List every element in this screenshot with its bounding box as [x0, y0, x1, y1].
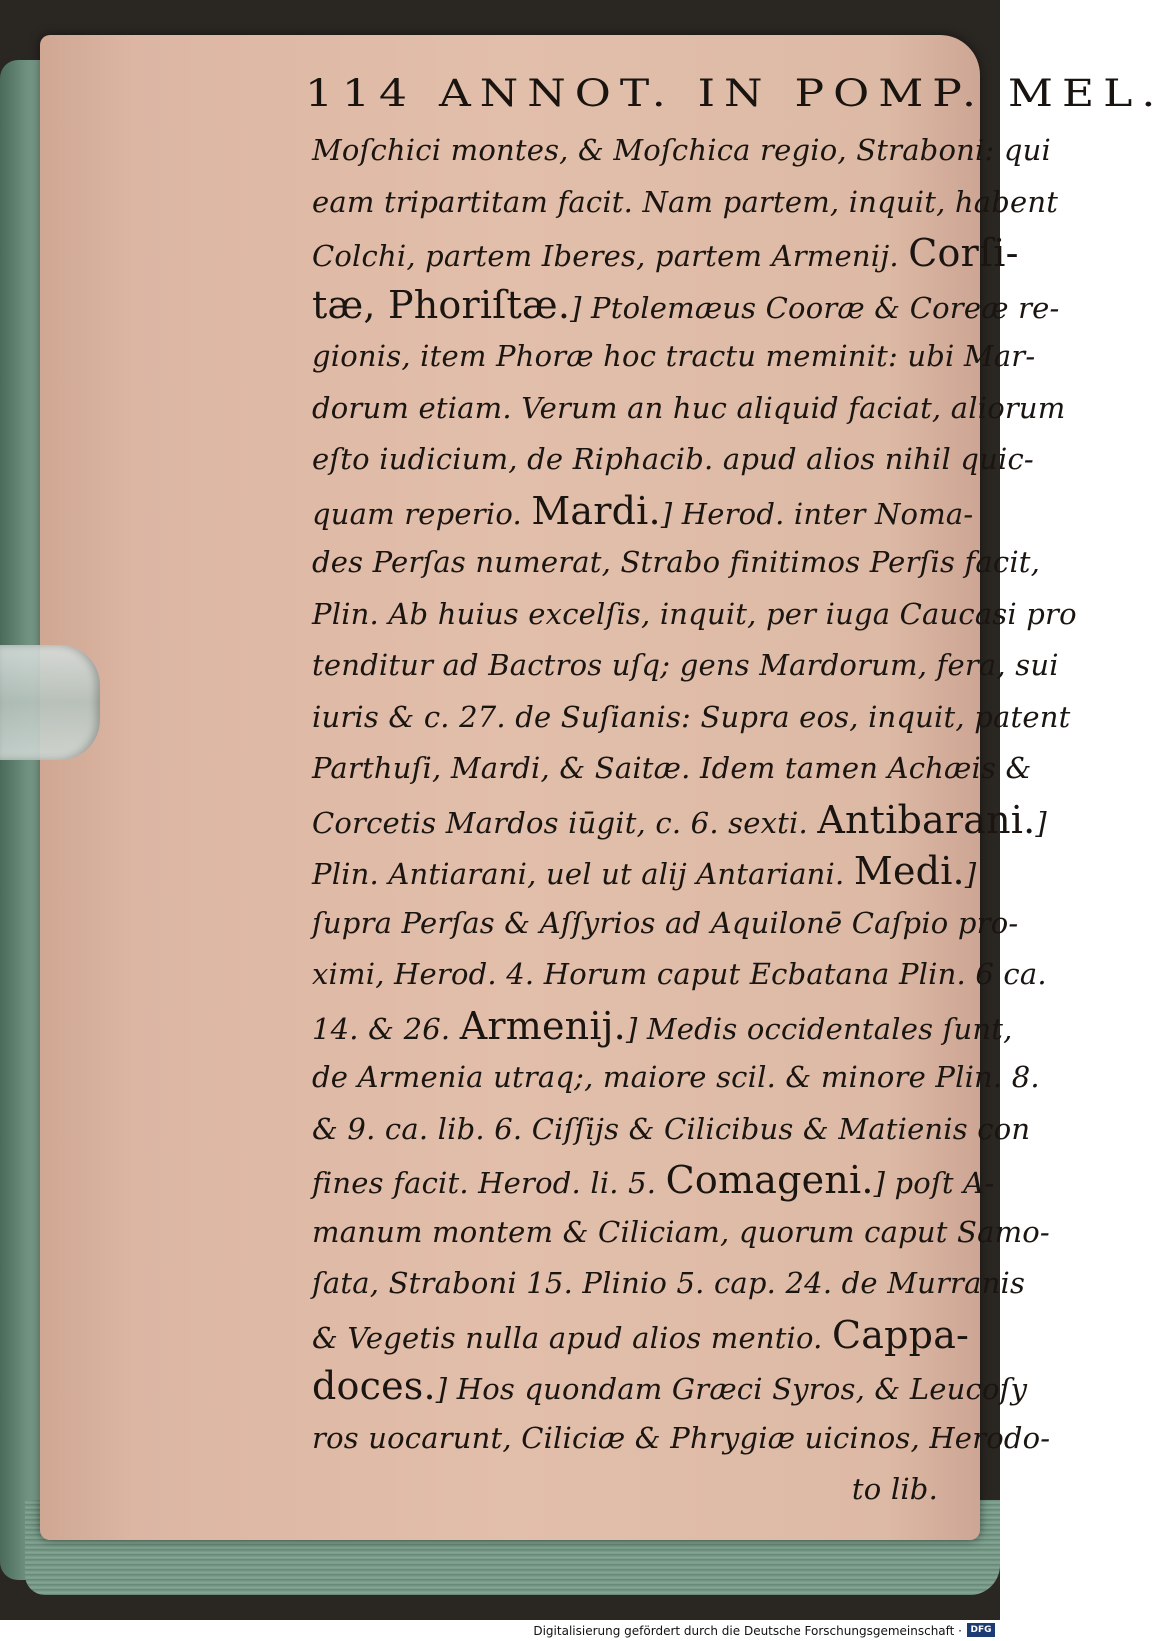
text-line-pre: manum montem & Ciliciam, quorum caput Samo-: [312, 1214, 1050, 1249]
text-line-pre: gionis, item Phoræ hoc tractu meminit: ubi Mar-: [312, 339, 1036, 373]
footer-credit: Digitalisierung gefördert durch die Deutsche Forschungsgemeinschaft ·: [533, 1624, 962, 1638]
text-line-3: [312, 228, 1019, 280]
text-line-post: ] Ptolemæus Cooræ & Coreæ re-: [570, 290, 1060, 325]
text-line-pre: Moſchici montes, & Moſchica regio, Straboni: qui: [312, 133, 1051, 167]
text-line-17: [312, 949, 1047, 1001]
text-line-pre: de Armenia utraq;, maiore scil. & minore Plin. 8.: [312, 1060, 1040, 1094]
text-line-14: [312, 795, 1047, 847]
text-line-pre: Parthuſi, Mardi, & Saitæ. Idem tamen Achæis &: [312, 751, 1032, 785]
text-line-6: [312, 383, 1066, 435]
text-line-lemma: Corſi-: [908, 231, 1019, 275]
page-text: [312, 125, 1077, 1516]
text-line-5: [312, 331, 1036, 383]
text-line-8: [312, 486, 974, 538]
text-line-11: [312, 640, 1059, 692]
text-line-26: [312, 1413, 1051, 1465]
clip-tab: [0, 645, 100, 760]
text-line-19: [312, 1052, 1040, 1104]
text-line-21: [312, 1155, 995, 1207]
text-line-15: [312, 846, 977, 898]
text-line-pre: tenditur ad Bactros uſq; gens Mardorum, fera, sui: [312, 648, 1059, 682]
text-line-pre: to lib.: [851, 1472, 938, 1506]
text-line-pre: Corcetis Mardos iūgit, c. 6. sexti.: [312, 805, 808, 840]
text-line-pre: eam tripartitam facit. Nam partem, inquit, habent: [312, 184, 1059, 219]
text-line-pre: ros uocarunt, Ciliciæ & Phrygiæ uicinos, Herodo-: [312, 1420, 1051, 1455]
text-line-pre: & 9. ca. lib. 6. Ciſſijs & Cilicibus & Matienis con: [312, 1111, 1031, 1146]
text-line-12: [312, 692, 1071, 744]
text-line-pre: ximi, Herod. 4. Horum caput Ecbatana Plin. 6 ca.: [312, 957, 1047, 991]
text-line-pre: ſata, Straboni 15. Plinio 5. cap. 24. de Murranis: [312, 1266, 1026, 1300]
text-line-pre: eſto iudicium, de Riphacib. apud alios nihil quic-: [312, 442, 1034, 476]
text-line-22: [312, 1207, 1050, 1259]
text-line-7: [312, 434, 1034, 486]
text-line-13: [312, 743, 1032, 795]
text-line-24: [312, 1310, 970, 1362]
page-header: 114 ANNOT. IN POMP. MEL.: [305, 72, 1164, 116]
text-line-pre: Colchi, partem Iberes, partem Armenij.: [312, 239, 899, 273]
text-line-25: [312, 1361, 1028, 1413]
text-line-16: [312, 898, 1019, 950]
text-line-18: [312, 1001, 1013, 1053]
text-line-4: [312, 280, 1060, 332]
text-line-post: ] Medis occidentales ſunt,: [625, 1011, 1013, 1046]
text-line-lemma: Cappa-: [832, 1312, 970, 1357]
text-line-2: [312, 177, 1059, 229]
text-line-27: [312, 1464, 952, 1516]
text-line-pre: & Vegetis nulla apud alios mentio.: [312, 1320, 823, 1355]
text-line-post: ] Hos quondam Græci Syros, & Leucoſy: [435, 1372, 1028, 1406]
text-line-lemma: Comageni.: [665, 1158, 874, 1202]
text-line-lemma: Antibarani.: [817, 797, 1036, 842]
text-line-20: [312, 1104, 1031, 1156]
text-line-pre: fines facit. Herod. li. 5.: [312, 1166, 657, 1200]
text-line-pre: 14. & 26.: [312, 1011, 451, 1046]
text-line-pre: dorum etiam. Verum an huc aliquid faciat, aliorum: [312, 390, 1066, 425]
text-line-23: [312, 1258, 1026, 1310]
dfg-logo-icon: DFG: [967, 1623, 995, 1637]
text-line-lemma: doces.: [312, 1364, 436, 1408]
text-line-post: ]: [1035, 805, 1047, 840]
text-line-lemma: Armenij.: [459, 1003, 626, 1048]
text-line-post: ] poſt A-: [873, 1166, 995, 1200]
text-line-10: [312, 589, 1077, 641]
text-line-pre: quam reperio.: [312, 496, 522, 531]
text-line-pre: Plin. Antiarani, uel ut alij Antariani.: [312, 857, 845, 891]
text-line-pre: des Perſas numerat, Strabo finitimos Perſis facit,: [312, 545, 1041, 579]
text-line-pre: Plin. Ab huius excelſis, inquit, per iuga Caucasi pro: [312, 596, 1077, 631]
text-line-post: ] Herod. inter Noma-: [660, 496, 974, 531]
text-line-pre: ſupra Perſas & Aſſyrios ad Aquilonē Caſpio pro-: [312, 905, 1019, 940]
text-line-pre: iuris & c. 27. de Suſianis: Supra eos, inquit, patent: [312, 699, 1071, 734]
text-line-lemma: Mardi.: [531, 488, 661, 533]
text-line-lemma: tæ, Phoriſtæ.: [312, 282, 571, 327]
text-line-post: ]: [964, 857, 977, 891]
text-line-9: [312, 537, 1041, 589]
text-line-lemma: Medi.: [853, 849, 965, 893]
text-line-1: [312, 125, 1051, 177]
